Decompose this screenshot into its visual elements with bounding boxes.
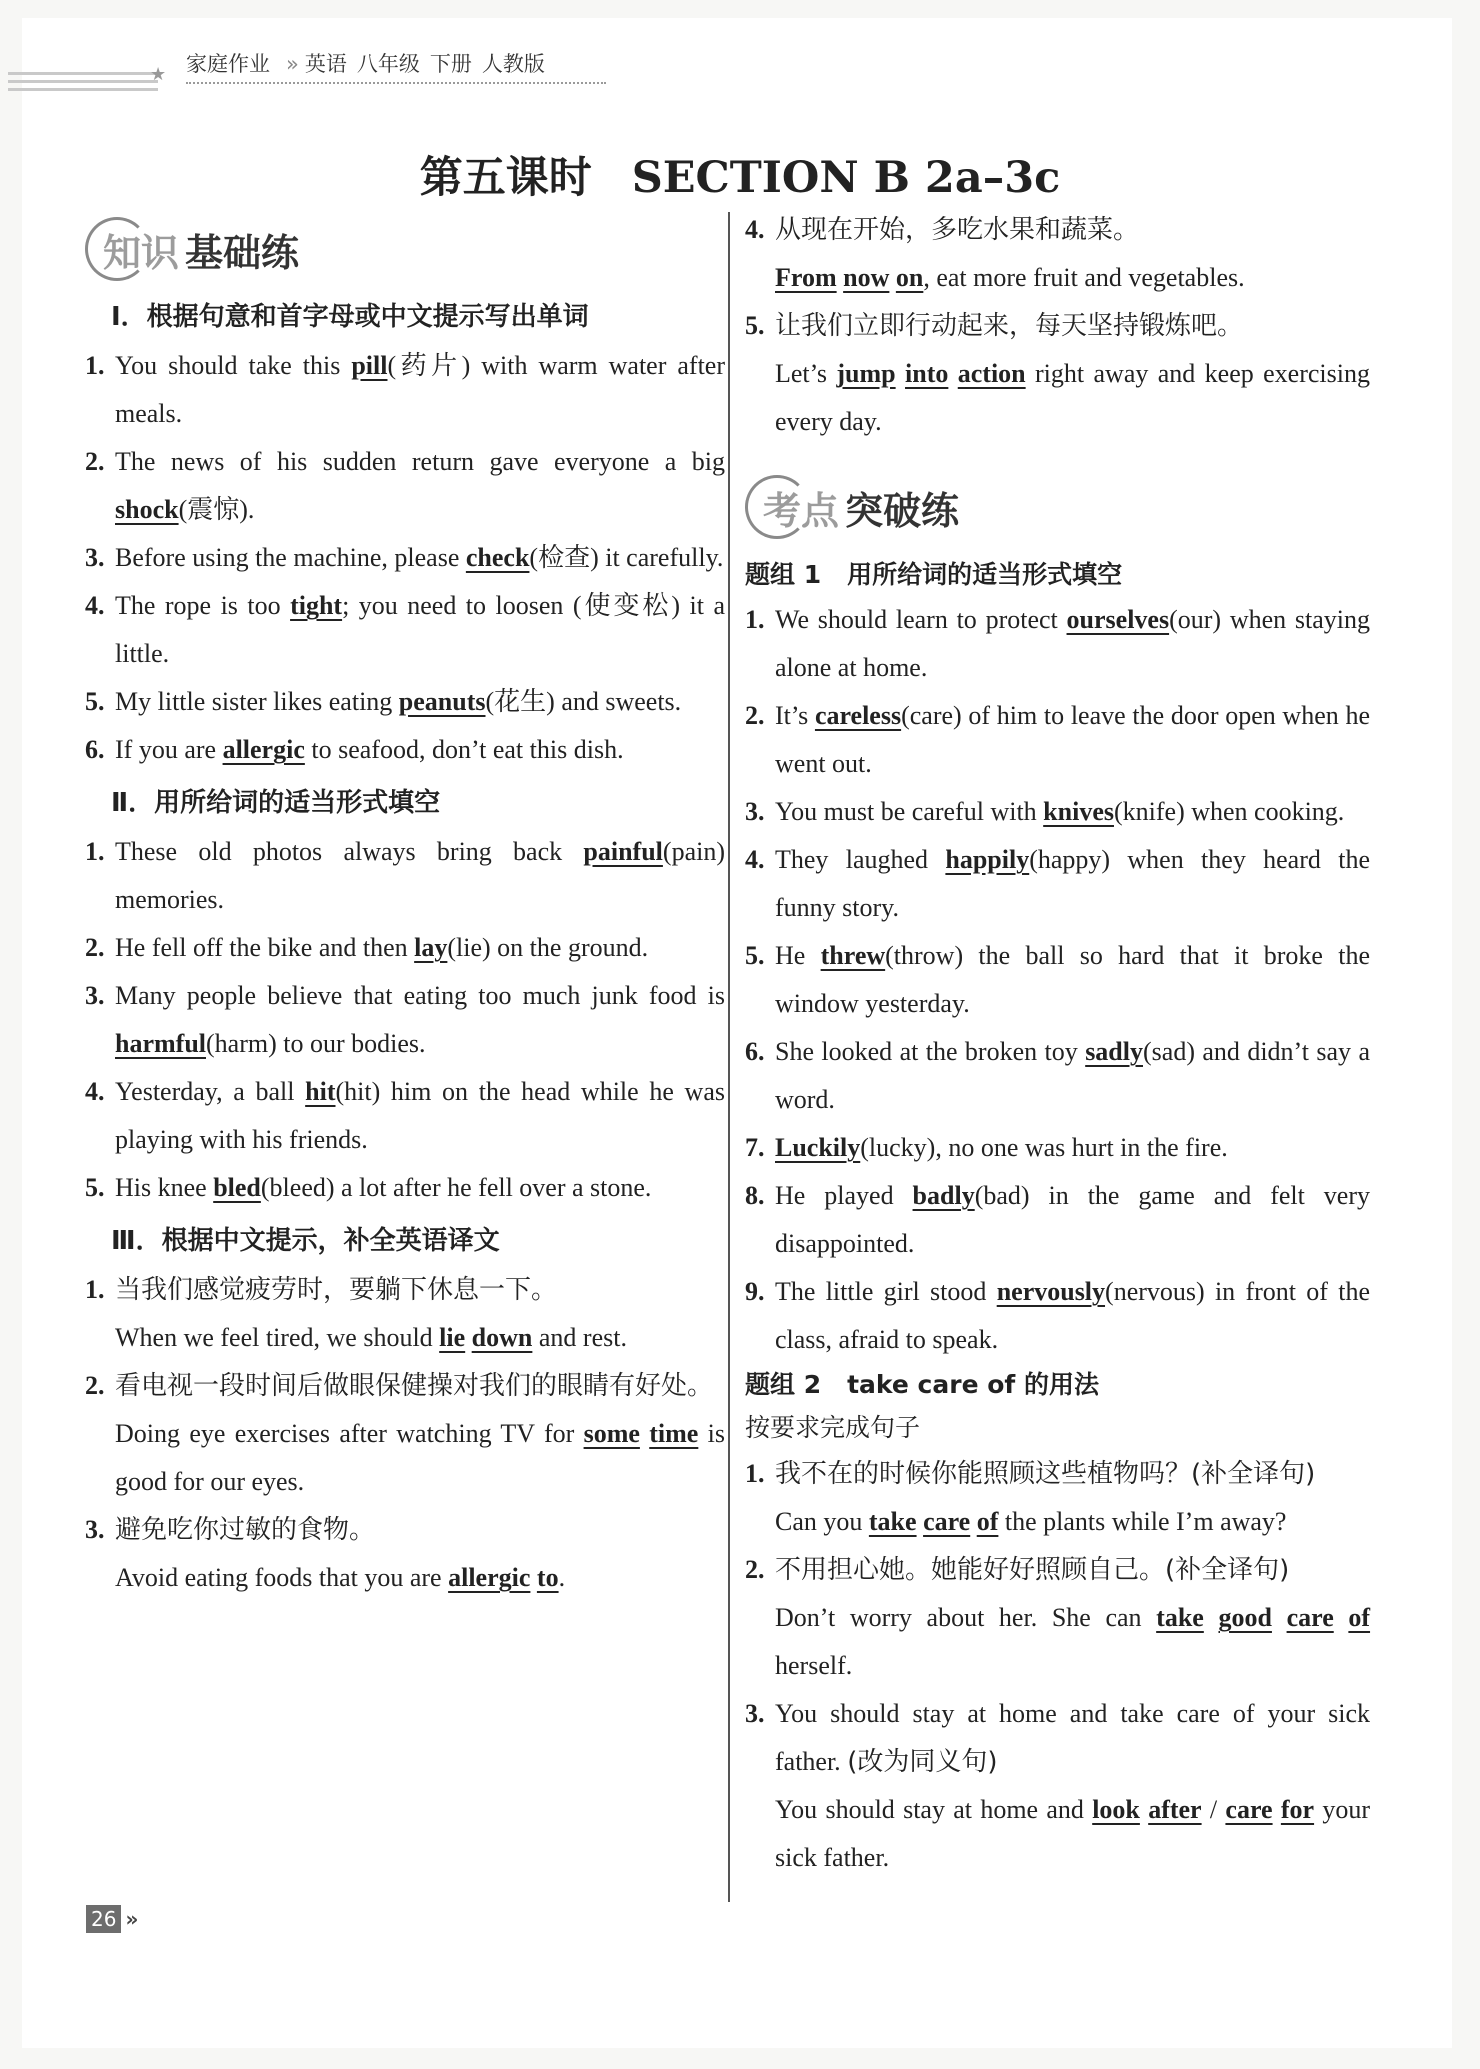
star-icon: ★ <box>150 64 167 85</box>
edition: 人教版 <box>481 52 545 76</box>
group-2-instruction: 按要求完成句子 <box>745 1413 921 1442</box>
answer: pill <box>351 351 388 380</box>
answer: From <box>775 263 837 292</box>
exercise-item: 5. My little sister likes eating peanuts(花生) and sweets. <box>85 687 682 716</box>
book-name: 家庭作业 <box>186 52 270 76</box>
page-number-box: 26 <box>86 1905 121 1933</box>
answer: care <box>1225 1795 1273 1824</box>
answer: into <box>905 359 949 388</box>
left-column <box>85 210 725 1602</box>
page-number <box>86 1905 138 1933</box>
exercise-item: 1. We should learn to protect ourselves(our) when staying alone at home. <box>745 605 1370 682</box>
answer: bled <box>213 1173 261 1202</box>
title-en: SECTION B 2a–3c <box>631 153 1061 203</box>
answer: after <box>1148 1795 1202 1824</box>
exercise-item: 4. 从现在开始，多吃水果和蔬菜。 From now on, eat more fruit and vegetables. <box>745 215 1245 292</box>
slash-separator: / <box>1209 1795 1218 1824</box>
exercise-item: 9. The little girl stood nervously(nervous) in front of the class, afraid to speak. <box>745 1277 1370 1354</box>
exercise-item: 6. If you are allergic to seafood, don’t eat this dish. <box>85 735 624 764</box>
answer: look <box>1092 1795 1140 1824</box>
answer: take <box>868 1507 917 1536</box>
group-1-list <box>745 596 1370 1364</box>
answer: harmful <box>115 1029 206 1058</box>
section-heading-2: Ⅱ．用所给词的适当形式填空 <box>111 788 441 818</box>
exercise-item: 5. 让我们立即行动起来，每天坚持锻炼吧。 Let’s jump into action right away and keep exercising every day. <box>745 311 1370 436</box>
answer: jump <box>836 359 896 388</box>
answer: allergic <box>448 1563 531 1592</box>
answer: action <box>957 359 1026 388</box>
exercise-item: 8. He played badly(bad) in the game and felt very disappointed. <box>745 1181 1370 1258</box>
answer: good <box>1218 1603 1272 1632</box>
exercise-item: 4. They laughed happily(happy) when they heard the funny story. <box>745 845 1370 922</box>
title-cn: 第五课时 <box>419 153 592 203</box>
exercise-item: 2. The news of his sudden return gave everyone a big shock(震惊). <box>85 447 725 524</box>
answer: Luckily <box>775 1133 861 1162</box>
answer: happily <box>945 845 1030 874</box>
answer: hit <box>305 1077 336 1106</box>
header-dotted-rule <box>186 82 606 84</box>
banner-label: 知识 <box>103 230 180 275</box>
exercise-item: 3. 避免吃你过敏的食物。 Avoid eating foods that you are allergic to. <box>85 1515 566 1592</box>
subject: 英语 <box>304 52 347 76</box>
answer: threw <box>820 941 886 970</box>
answer: some <box>583 1419 640 1448</box>
answer: of <box>976 1507 999 1536</box>
answer: lay <box>414 933 448 962</box>
exercise-item: 4. Yesterday, a ball hit(hit) him on the head while he was playing with his friends. <box>85 1077 725 1154</box>
answer: care <box>923 1507 971 1536</box>
chevron-right-icon: » <box>286 52 299 76</box>
exercise-item: 6. She looked at the broken toy sadly(sad) and didn’t say a word. <box>745 1037 1370 1114</box>
grade: 八年级 <box>356 52 420 76</box>
group-1-heading: 题组 1 用所给词的适当形式填空 <box>745 560 1123 589</box>
answer: allergic <box>222 735 305 764</box>
page-title <box>0 144 1480 205</box>
section-3-list <box>85 1266 725 1602</box>
section-heading-1: Ⅰ．根据句意和首字母或中文提示写出单词 <box>111 302 589 332</box>
banner-title: 突破练 <box>845 488 960 533</box>
answer: time <box>649 1419 699 1448</box>
answer: knives <box>1043 797 1114 826</box>
header-decor-lines <box>8 72 158 96</box>
exercise-item: 3. You should stay at home and take care of your sick father. (改为同义句) You should stay at home and look after / care for your sick father. <box>745 1699 1371 1872</box>
answer: check <box>465 543 530 572</box>
answer: lie <box>439 1323 466 1352</box>
answer: sadly <box>1085 1037 1143 1066</box>
exercise-item: 2. 不用担心她。她能好好照顾自己。(补全译句) Don’t worry about her. She can take good care of herself. <box>745 1555 1371 1680</box>
exercise-item: 3. Many people believe that eating too much junk food is harmful(harm) to our bodies. <box>85 981 725 1058</box>
exercise-item: 1. You should take this pill(药片) with warm water after meals. <box>85 351 725 428</box>
answer: badly <box>912 1181 975 1210</box>
answer: to <box>536 1563 559 1592</box>
banner-basic <box>85 210 725 288</box>
column-divider <box>728 212 730 1902</box>
section-1-list <box>85 342 725 774</box>
answer: tight <box>290 591 343 620</box>
answer: down <box>471 1323 533 1352</box>
exercise-item: 1. These old photos always bring back painful(pain) memories. <box>85 837 725 914</box>
group-2-heading: 题组 2 take care of 的用法 <box>745 1370 1099 1399</box>
exercise-item: 3. Before using the machine, please check(检查) it carefully. <box>85 543 724 572</box>
answer: ourselves <box>1066 605 1170 634</box>
banner-title: 基础练 <box>185 230 300 275</box>
answer: shock <box>115 495 179 524</box>
volume: 下册 <box>429 52 472 76</box>
answer: care <box>1286 1603 1334 1632</box>
answer: now <box>843 263 890 292</box>
exercise-item: 1. 我不在的时候你能照顾这些植物吗？(补全译句) Can you take care of the plants while I’m away? <box>745 1459 1316 1536</box>
answer: take <box>1156 1603 1204 1632</box>
exercise-item: 5. He threw(throw) the ball so hard that it broke the window yesterday. <box>745 941 1370 1018</box>
banner-breakthrough <box>745 468 1370 546</box>
exercise-item: 7. Luckily(lucky), no one was hurt in the fire. <box>745 1133 1228 1162</box>
exercise-item: 2. He fell off the bike and then lay(lie) on the ground. <box>85 933 649 962</box>
running-header <box>186 48 555 78</box>
exercise-item: 3. You must be careful with knives(knife) when cooking. <box>745 797 1345 826</box>
section-heading-3: Ⅲ．根据中文提示，补全英语译文 <box>111 1226 500 1256</box>
answer: peanuts <box>398 687 486 716</box>
answer: painful <box>583 837 663 866</box>
banner-label: 考点 <box>763 488 840 533</box>
exercise-item: 4. The rope is too tight; you need to loosen (使变松) it a little. <box>85 591 725 668</box>
answer: nervously <box>996 1277 1106 1306</box>
exercise-item: 2. It’s careless(care) of him to leave the door open when he went out. <box>745 701 1370 778</box>
exercise-item: 2. 看电视一段时间后做眼保健操对我们的眼睛有好处。 Doing eye exercises after watching TV for some time is good for our eyes. <box>85 1371 725 1496</box>
exercise-item: 1. 当我们感觉疲劳时，要躺下休息一下。 When we feel tired, we should lie down and rest. <box>85 1275 627 1352</box>
group-2-list <box>745 1450 1370 1882</box>
double-chevron-icon: » <box>125 1907 139 1931</box>
right-column <box>745 206 1370 1882</box>
answer: on <box>895 263 924 292</box>
answer: of <box>1348 1603 1371 1632</box>
exercise-item: 5. His knee bled(bleed) a lot after he fell over a stone. <box>85 1173 652 1202</box>
section-2-list <box>85 828 725 1212</box>
answer: careless <box>814 701 902 730</box>
answer: for <box>1280 1795 1315 1824</box>
